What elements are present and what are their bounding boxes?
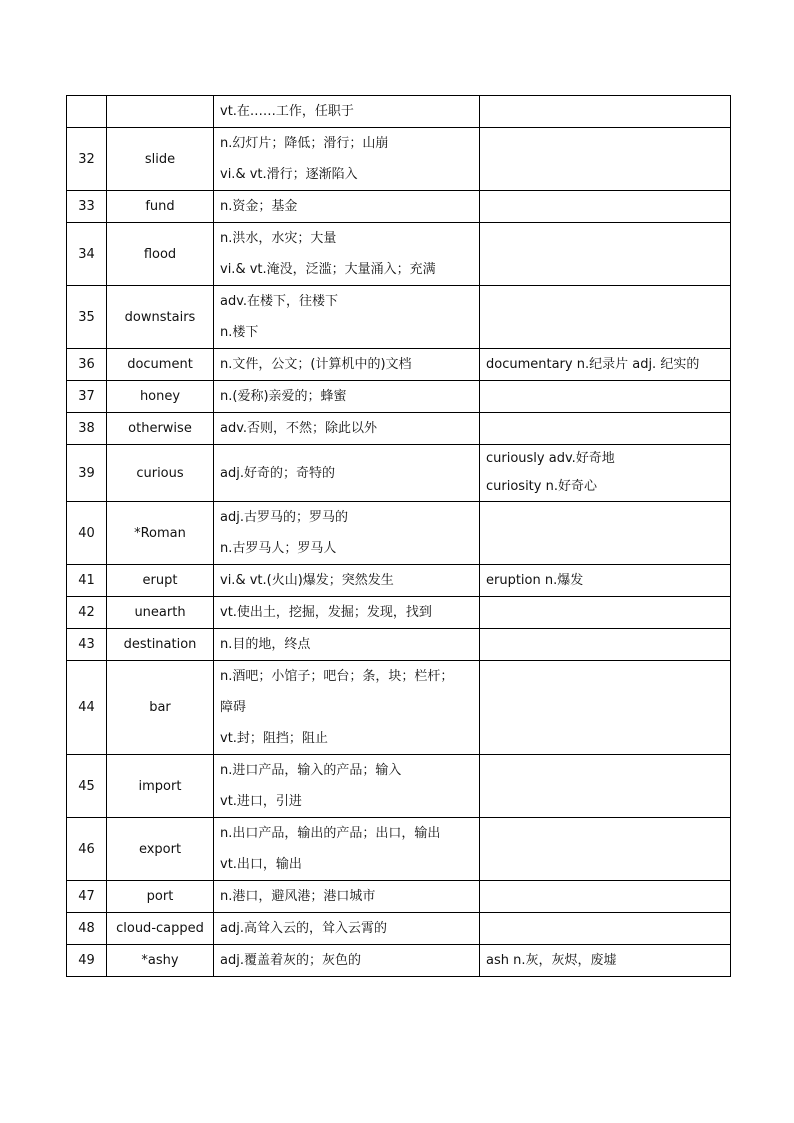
derivative-line: eruption n.爆发 xyxy=(486,572,584,588)
derivative-cell xyxy=(480,945,731,977)
headword: downstairs xyxy=(107,286,214,349)
entry-number: 34 xyxy=(67,223,107,286)
derivative-line: curiously adv.好奇地 xyxy=(486,451,615,466)
headword: unearth xyxy=(107,597,214,629)
table-row xyxy=(67,445,731,502)
derivative-cell xyxy=(480,191,731,223)
table-row xyxy=(67,818,731,881)
table-row xyxy=(67,128,731,191)
definition-line: vt.在……工作，任职于 xyxy=(220,104,354,119)
headword: port xyxy=(107,881,214,913)
definition-cell xyxy=(214,755,480,818)
derivative-cell xyxy=(480,381,731,413)
entry-number: 40 xyxy=(67,502,107,565)
table-row xyxy=(67,913,731,945)
derivative-cell xyxy=(480,629,731,661)
definition-line: adj.覆盖着灰的；灰色的 xyxy=(220,953,361,968)
derivative-cell xyxy=(480,286,731,349)
table-row xyxy=(67,286,731,349)
entry-number: 35 xyxy=(67,286,107,349)
definition-cell xyxy=(214,128,480,191)
entry-number: 33 xyxy=(67,191,107,223)
definition-line: n.进口产品，输入的产品；输入 xyxy=(220,763,402,778)
definition-cell xyxy=(214,502,480,565)
definition-line: vt.出口，输出 xyxy=(220,857,302,872)
headword: document xyxy=(107,349,214,381)
definition-line: adv.否则，不然；除此以外 xyxy=(220,421,378,436)
definition-cell xyxy=(214,597,480,629)
entry-number: 49 xyxy=(67,945,107,977)
headword: honey xyxy=(107,381,214,413)
definition-line: adj.古罗马的；罗马的 xyxy=(220,510,348,525)
definition-cell xyxy=(214,381,480,413)
entry-number: 45 xyxy=(67,755,107,818)
derivative-cell xyxy=(480,502,731,565)
definition-line: vi.& vt.(火山)爆发；突然发生 xyxy=(220,573,394,588)
headword: *ashy xyxy=(107,945,214,977)
definition-line: n.洪水，水灾；大量 xyxy=(220,231,337,246)
entry-number: 38 xyxy=(67,413,107,445)
derivative-cell xyxy=(480,597,731,629)
definition-line: n.文件，公文；(计算机中的)文档 xyxy=(220,357,412,372)
definition-line: n.(爱称)亲爱的；蜂蜜 xyxy=(220,389,347,404)
headword: otherwise xyxy=(107,413,214,445)
entry-number: 44 xyxy=(67,661,107,755)
headword: flood xyxy=(107,223,214,286)
definition-line: n.港口，避风港；港口城市 xyxy=(220,889,376,904)
entry-number: 36 xyxy=(67,349,107,381)
derivative-cell xyxy=(480,445,731,502)
entry-number: 37 xyxy=(67,381,107,413)
definition-cell xyxy=(214,349,480,381)
table-row xyxy=(67,381,731,413)
vocabulary-table-body xyxy=(67,96,731,977)
definition-cell xyxy=(214,223,480,286)
table-row xyxy=(67,502,731,565)
definition-cell xyxy=(214,661,480,755)
derivative-line: documentary n.纪录片 adj. 纪实的 xyxy=(486,356,700,372)
definition-line: n.出口产品，输出的产品；出口，输出 xyxy=(220,826,441,841)
headword: fund xyxy=(107,191,214,223)
derivative-line: ash n.灰，灰烬，废墟 xyxy=(486,952,617,968)
entry-number: 41 xyxy=(67,565,107,597)
derivative-line: curiosity n.好奇心 xyxy=(486,479,597,494)
table-row xyxy=(67,629,731,661)
definition-cell xyxy=(214,913,480,945)
derivative-cell xyxy=(480,818,731,881)
definition-line: vt.进口，引进 xyxy=(220,794,302,809)
derivative-cell xyxy=(480,881,731,913)
table-row xyxy=(67,413,731,445)
derivative-cell xyxy=(480,913,731,945)
definition-cell xyxy=(214,945,480,977)
definition-line: vt.使出土，挖掘，发掘；发现，找到 xyxy=(220,605,432,620)
derivative-cell xyxy=(480,413,731,445)
headword: cloud-capped xyxy=(107,913,214,945)
definition-line: n.楼下 xyxy=(220,325,259,340)
entry-number xyxy=(67,96,107,128)
headword: bar xyxy=(107,661,214,755)
definition-cell xyxy=(214,96,480,128)
definition-line: adv.在楼下，往楼下 xyxy=(220,294,339,309)
derivative-cell xyxy=(480,661,731,755)
headword: curious xyxy=(107,445,214,502)
derivative-cell xyxy=(480,565,731,597)
derivative-cell xyxy=(480,349,731,381)
headword: erupt xyxy=(107,565,214,597)
headword: destination xyxy=(107,629,214,661)
definition-line: n.古罗马人；罗马人 xyxy=(220,541,337,556)
definition-cell xyxy=(214,286,480,349)
table-row xyxy=(67,597,731,629)
definition-cell xyxy=(214,881,480,913)
definition-cell xyxy=(214,818,480,881)
entry-number: 43 xyxy=(67,629,107,661)
table-row xyxy=(67,945,731,977)
table-row xyxy=(67,223,731,286)
definition-line: adj.高耸入云的，耸入云霄的 xyxy=(220,921,387,936)
definition-line: adj.好奇的；奇特的 xyxy=(220,465,335,481)
table-row xyxy=(67,881,731,913)
table-row xyxy=(67,755,731,818)
entry-number: 42 xyxy=(67,597,107,629)
headword: import xyxy=(107,755,214,818)
definition-line: vt.封；阻挡；阻止 xyxy=(220,731,328,746)
vocabulary-table xyxy=(66,95,731,977)
derivative-cell xyxy=(480,128,731,191)
headword: export xyxy=(107,818,214,881)
definition-cell xyxy=(214,445,480,502)
definition-cell xyxy=(214,629,480,661)
definition-line: vi.& vt.滑行；逐渐陷入 xyxy=(220,167,358,182)
definition-line: n.酒吧；小馆子；吧台；条，块；栏杆； xyxy=(220,669,454,684)
entry-number: 47 xyxy=(67,881,107,913)
definition-line: n.目的地，终点 xyxy=(220,637,311,652)
definition-cell xyxy=(214,565,480,597)
headword: *Roman xyxy=(107,502,214,565)
definition-cell xyxy=(214,191,480,223)
headword: slide xyxy=(107,128,214,191)
table-row xyxy=(67,191,731,223)
table-row xyxy=(67,349,731,381)
table-row xyxy=(67,565,731,597)
table-row xyxy=(67,96,731,128)
entry-number: 46 xyxy=(67,818,107,881)
entry-number: 32 xyxy=(67,128,107,191)
table-row xyxy=(67,661,731,755)
definition-line: n.资金；基金 xyxy=(220,199,298,214)
entry-number: 48 xyxy=(67,913,107,945)
definition-line: n.幻灯片；降低；滑行；山崩 xyxy=(220,136,389,151)
definition-cell xyxy=(214,413,480,445)
definition-line: 障碍 xyxy=(220,700,247,715)
headword xyxy=(107,96,214,128)
entry-number: 39 xyxy=(67,445,107,502)
definition-line: vi.& vt.淹没，泛滥；大量涌入；充满 xyxy=(220,262,436,277)
derivative-cell xyxy=(480,96,731,128)
derivative-cell xyxy=(480,755,731,818)
derivative-cell xyxy=(480,223,731,286)
